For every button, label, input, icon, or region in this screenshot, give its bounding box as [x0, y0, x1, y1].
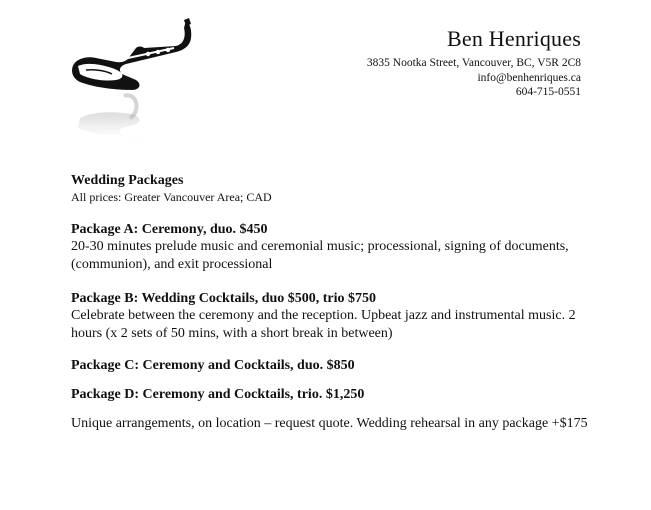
package-title: Package C: Ceremony and Cocktails, duo. $850 [71, 358, 355, 373]
price-note: All prices: Greater Vancouver Area; CAD [71, 190, 272, 204]
email: info@benhenriques.ca [477, 71, 581, 84]
package-d [71, 386, 591, 403]
phone: 604-715-0551 [515, 86, 581, 99]
performer-name: Ben Henriques [447, 26, 581, 51]
address: 3835 Nootka Street, Vancouver, BC, V5R 2C8 [366, 57, 581, 70]
saxophone-icon [66, 18, 206, 140]
package-description: Celebrate between the ceremony and the reception. Upbeat jazz and instrumental music. 2 hours (x 2 sets of 50 mins, with a short break in between) [71, 308, 576, 341]
package-description: 20-30 minutes prelude music and ceremonial music; processional, signing of documents, (communion), and exit processional [71, 239, 569, 272]
package-c [71, 357, 591, 374]
package-title: Package A: Ceremony, duo. $450 [71, 222, 268, 237]
saxophone-logo [66, 18, 206, 140]
package-title: Package B: Wedding Cocktails, duo $500, trio $750 [71, 291, 377, 306]
closing-note: Unique arrangements, on location – request quote. Wedding rehearsal in any package +$175 [71, 416, 588, 431]
letterhead [367, 26, 581, 100]
package-b [71, 290, 591, 343]
page-title: Wedding Packages [71, 173, 184, 188]
document-body [71, 172, 591, 433]
package-a [71, 221, 591, 274]
package-title: Package D: Ceremony and Cocktails, trio. $1,250 [71, 387, 365, 402]
